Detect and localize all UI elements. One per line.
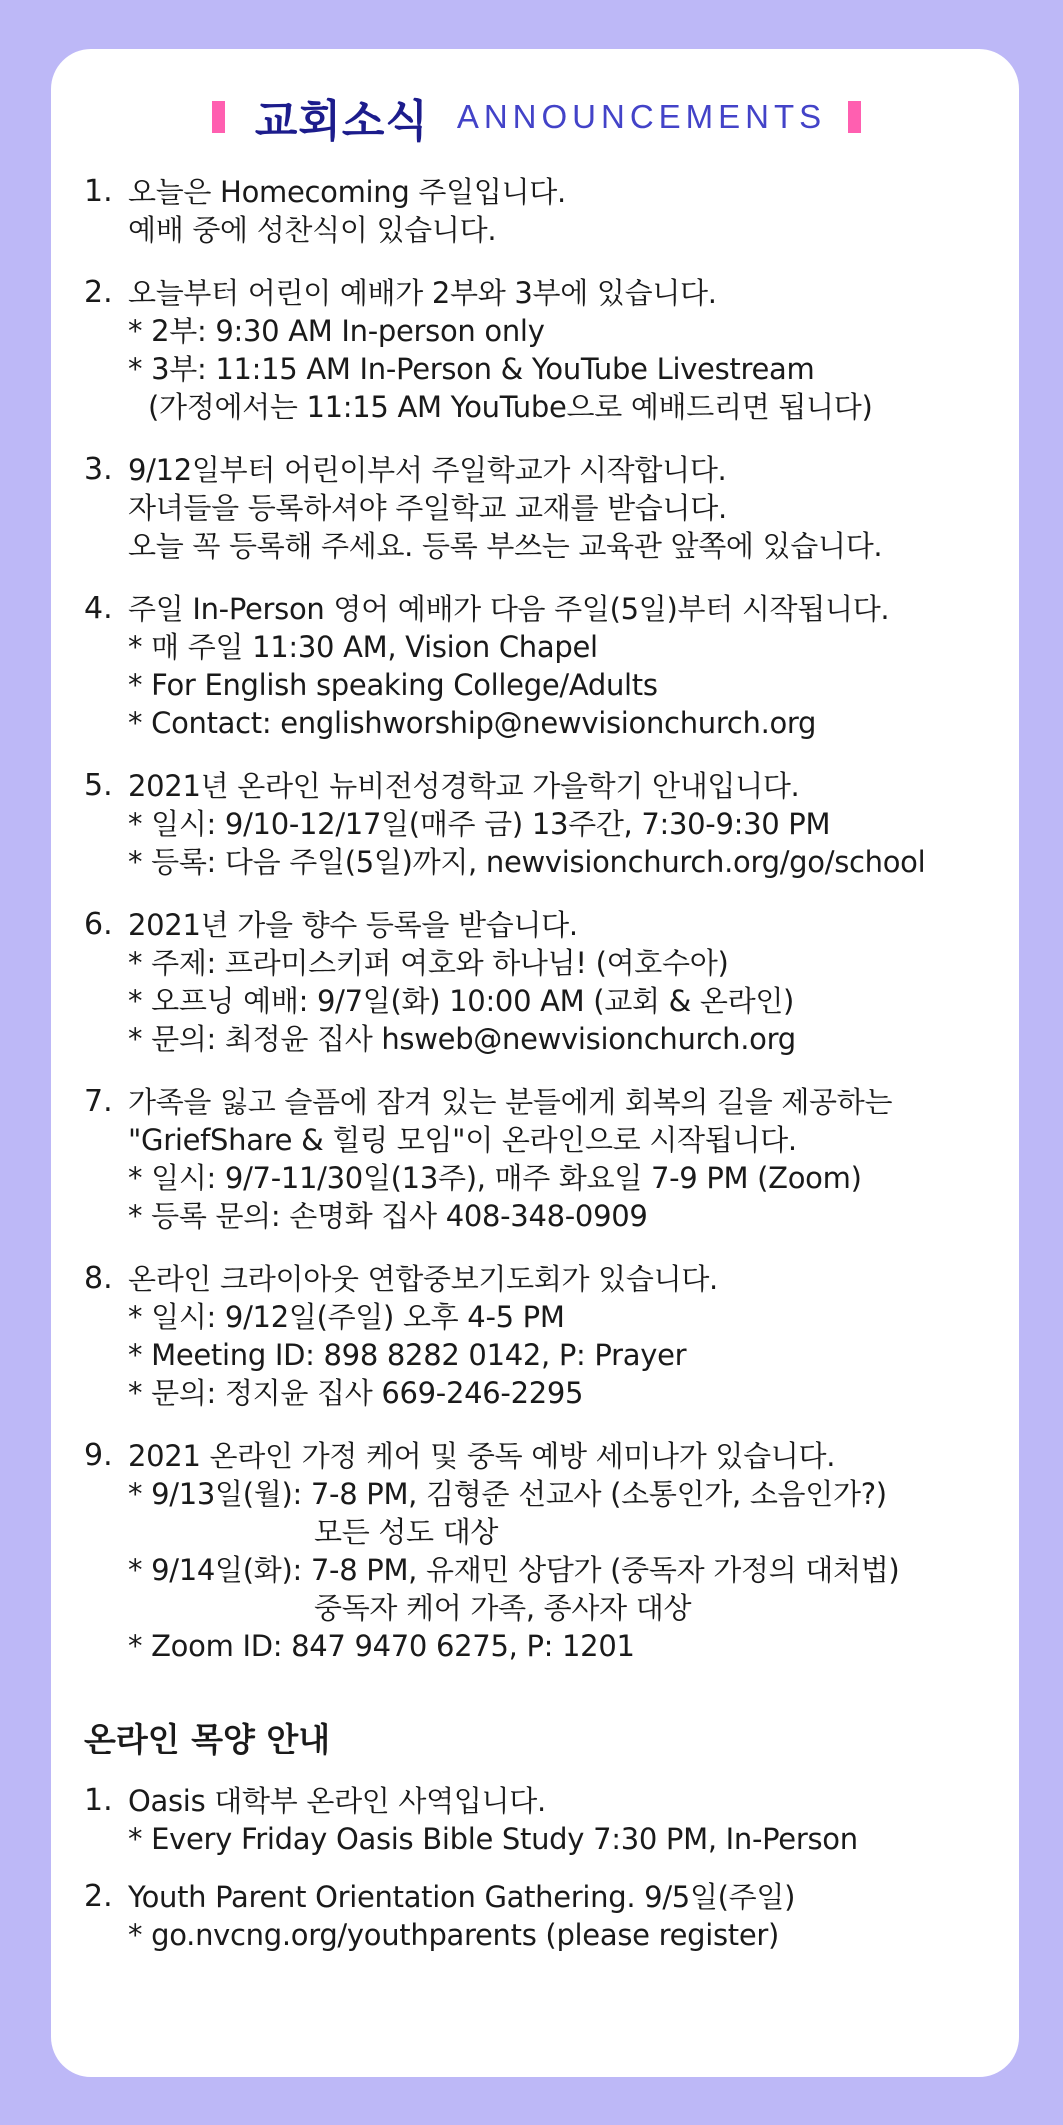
item-line: Oasis 대학부 온라인 사역입니다. [128,1784,546,1818]
announcement-item [84,590,989,742]
item-line: 오늘 꼭 등록해 주세요. 등록 부쓰는 교육관 앞쪽에 있습니다. [128,529,883,563]
item-line: 예배 중에 성찬식이 있습니다. [128,213,497,247]
item-line: * Meeting ID: 898 8282 0142, P: Prayer [128,1338,687,1372]
announcement-item [84,1083,989,1235]
item-line: * 주제: 프라미스키퍼 여호와 하나님! (여호수아) [128,946,729,980]
item-line: * 2부: 9:30 AM In-person only [128,314,545,348]
announcement-item [84,1437,989,1665]
announcement-item [84,173,989,249]
item-line: * 매 주일 11:30 AM, Vision Chapel [128,630,598,664]
item-line: * Zoom ID: 847 9470 6275, P: 1201 [128,1629,635,1663]
item-line: 자녀들을 등록하셔야 주일학교 교재를 받습니다. [128,491,727,525]
item-number: 1. [84,1783,113,1818]
item-line: * 문의: 최정윤 집사 hsweb@newvisionchurch.org [128,1022,796,1056]
announcement-item [84,451,989,565]
item-number: 4. [84,591,113,626]
header [84,71,989,163]
item-number: 7. [84,1084,113,1119]
item-line: 오늘부터 어린이 예배가 2부와 3부에 있습니다. [128,276,717,310]
item-line: 주일 In-Person 영어 예배가 다음 주일(5일)부터 시작됩니다. [128,592,890,626]
item-number: 6. [84,907,113,942]
pastoral-item [84,1782,989,1858]
item-line: * go.nvcng.org/youthparents (please register) [128,1918,780,1952]
item-line: * 등록: 다음 주일(5일)까지, newvisionchurch.org/go/school [128,845,926,879]
item-line: 2021년 온라인 뉴비전성경학교 가을학기 안내입니다. [128,769,800,803]
right-accent-bar [848,101,861,133]
item-line: * For English speaking College/Adults [128,668,658,702]
item-number: 2. [84,275,113,310]
item-line: * Contact: englishworship@newvisionchurch.org [128,706,817,740]
item-line: * Every Friday Oasis Bible Study 7:30 PM, In-Person [128,1822,858,1856]
announcement-item [84,767,989,881]
item-line: * 일시: 9/12일(주일) 오후 4-5 PM [128,1300,565,1334]
item-line: 가족을 잃고 슬픔에 잠겨 있는 분들에게 회복의 길을 제공하는 [128,1085,893,1119]
item-line: Youth Parent Orientation Gathering. 9/5일(주일) [128,1880,796,1914]
item-line: * 오프닝 예배: 9/7일(화) 10:00 AM (교회 & 온라인) [128,984,795,1018]
item-number: 3. [84,452,113,487]
title-korean: 교회소식 [254,96,429,147]
item-number: 8. [84,1261,113,1296]
item-line: 오늘은 Homecoming 주일입니다. [128,175,566,209]
announcement-item [84,1260,989,1412]
announcement-list [84,173,989,1665]
pastoral-item [84,1878,989,1954]
item-line: 9/12일부터 어린이부서 주일학교가 시작합니다. [128,453,727,487]
item-number: 1. [84,174,113,209]
pastoral-list [84,1782,989,1954]
item-line: 2021년 가을 향수 등록을 받습니다. [128,908,578,942]
item-line: * 3부: 11:15 AM In-Person & YouTube Livestream [128,352,815,386]
item-number: 5. [84,768,113,803]
item-line: 모든 성도 대상 [314,1515,499,1549]
item-line: 온라인 크라이아웃 연합중보기도회가 있습니다. [128,1262,718,1296]
left-accent-bar [212,101,225,133]
item-line: * 일시: 9/10-12/17일(매주 금) 13주간, 7:30-9:30 PM [128,807,831,841]
pastoral-section-title: 온라인 목양 안내 [84,1720,331,1759]
item-line: (가정에서는 11:15 AM YouTube으로 예배드리면 됩니다) [148,390,873,424]
announcements-card [51,49,1019,2077]
item-line: 중독자 케어 가족, 종사자 대상 [314,1591,692,1625]
item-line: * 9/13일(월): 7-8 PM, 김형준 선교사 (소통인가, 소음인가?) [128,1477,887,1511]
item-number: 9. [84,1438,113,1473]
item-line: * 일시: 9/7-11/30일(13주), 매주 화요일 7-9 PM (Zoom) [128,1161,862,1195]
item-line: * 등록 문의: 손명화 집사 408-348-0909 [128,1199,648,1233]
item-line: * 9/14일(화): 7-8 PM, 유재민 상담가 (중독자 가정의 대처법) [128,1553,900,1587]
item-line: 2021 온라인 가정 케어 및 중독 예방 세미나가 있습니다. [128,1439,836,1473]
announcement-item [84,274,989,426]
announcement-item [84,906,989,1058]
item-line: "GriefShare & 힐링 모임"이 온라인으로 시작됩니다. [128,1123,797,1157]
item-number: 2. [84,1879,113,1914]
item-line: * 문의: 정지윤 집사 669-246-2295 [128,1376,584,1410]
title-english: ANNOUNCEMENTS [456,98,827,135]
